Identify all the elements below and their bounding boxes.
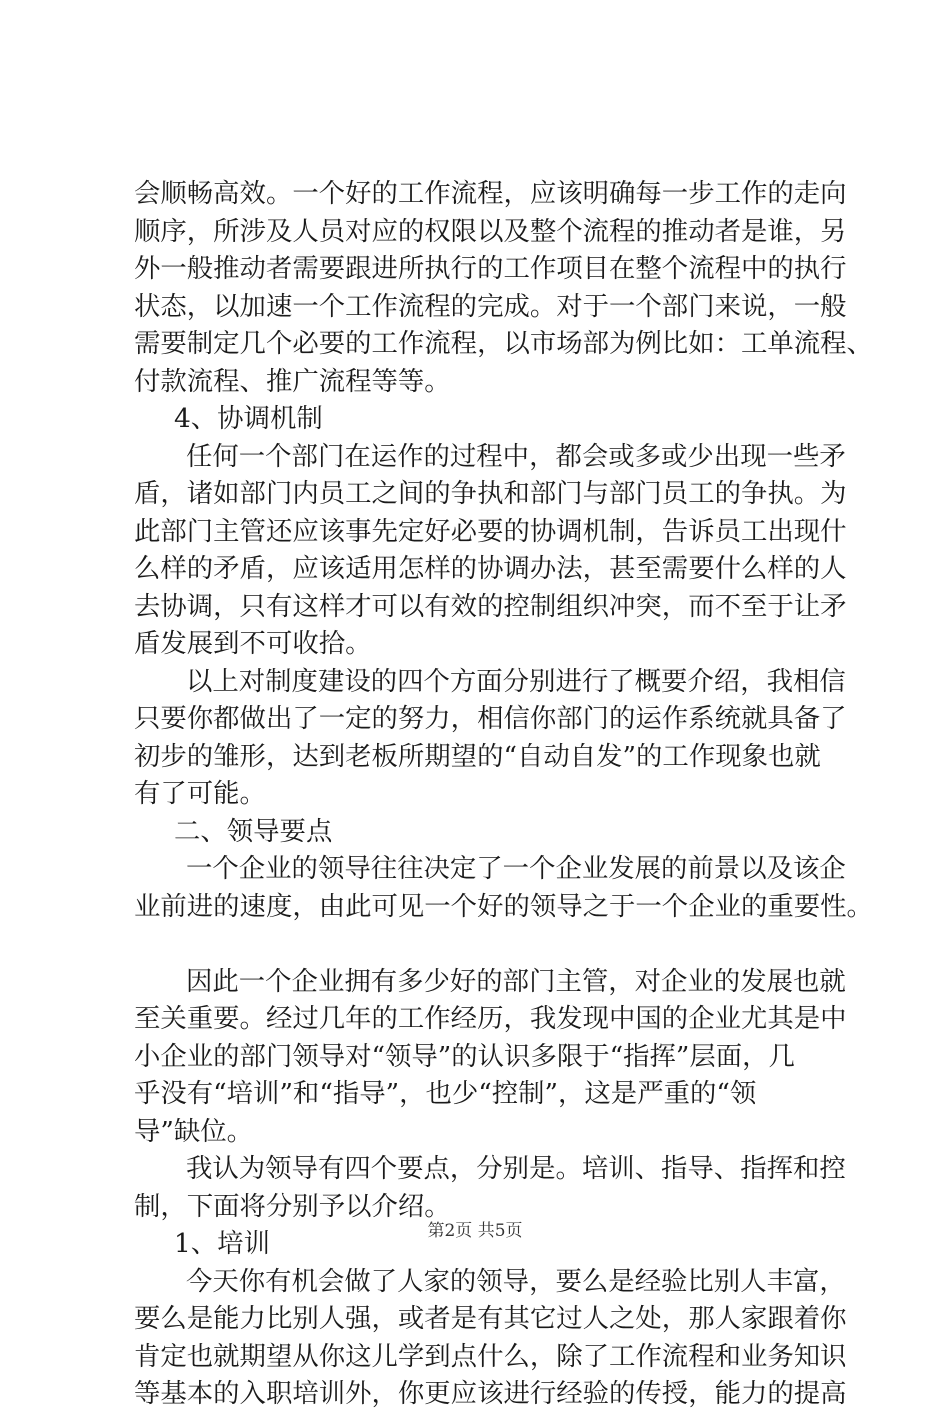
section-heading: 二、领导要点 xyxy=(174,815,333,847)
text-line: 只要你都做出了一定的努力，相信你部门的运作系统就具备了 xyxy=(134,703,847,734)
text-line: 业前进的速度，由此可见一个好的领导之于一个企业的重要性。 xyxy=(134,890,873,922)
text-line: 乎没有“培训”和“指导”，也少“控制”，这是严重的“领 xyxy=(134,1078,757,1109)
text-line: 需要制定几个必要的工作流程，以市场部为例比如：工单流程、 xyxy=(134,328,873,359)
text-line: 等基本的入职培训外，你更应该进行经验的传授，能力的提高 xyxy=(134,1378,847,1409)
text-line: 会顺畅高效。一个好的工作流程，应该明确每一步工作的走向 xyxy=(134,178,847,209)
text-line: 顺序，所涉及人员对应的权限以及整个流程的推动者是谁，另 xyxy=(134,215,847,247)
text-line: 初步的雏形，达到老板所期望的“自动自发”的工作现象也就 xyxy=(134,740,821,772)
blank-line xyxy=(134,925,834,963)
section-heading: 4、协调机制 xyxy=(174,403,323,434)
paragraph-first-line: 以上对制度建设的四个方面分别进行了概要介绍，我相信 xyxy=(186,665,846,697)
paragraph-first-line: 一个企业的领导往往决定了一个企业发展的前景以及该企 xyxy=(186,853,846,884)
text-line: 肯定也就期望从你这儿学到点什么，除了工作流程和业务知识 xyxy=(134,1340,847,1372)
paragraph-first-line: 今天你有机会做了人家的领导，要么是经验比别人丰富， xyxy=(186,1265,846,1297)
text-line: 盾发展到不可收拾。 xyxy=(134,628,372,659)
text-line: 导”缺位。 xyxy=(134,1115,254,1147)
text-line: 去协调，只有这样才可以有效的控制组织冲突，而不至于让矛 xyxy=(134,590,847,622)
text-line: 要么是能力比别人强，或者是有其它过人之处，那人家跟着你 xyxy=(134,1303,847,1334)
text-line: 有了可能。 xyxy=(134,778,266,809)
paragraph-first-line: 任何一个部门在运作的过程中，都会或多或少出现一些矛 xyxy=(186,440,846,472)
text-line: 此部门主管还应该事先定好必要的协调机制，告诉员工出现什 xyxy=(134,515,847,547)
text-line: 外一般推动者需要跟进所执行的工作项目在整个流程中的执行 xyxy=(134,253,847,284)
text-line: 至关重要。经过几年的工作经历，我发现中国的企业尤其是中 xyxy=(134,1003,847,1034)
text-line: 小企业的部门领导对“领导”的认识多限于“指挥”层面，几 xyxy=(134,1040,795,1072)
text-line: 盾，诸如部门内员工之间的争执和部门与部门员工的争执。为 xyxy=(134,478,847,509)
text-line: 制，下面将分别予以介绍。 xyxy=(134,1190,451,1222)
text-line: 状态，以加速一个工作流程的完成。对于一个部门来说，一般 xyxy=(134,290,847,322)
text-line: 付款流程、推广流程等等。 xyxy=(134,365,451,397)
section-heading: 1、培训 xyxy=(174,1228,270,1259)
text-line: 么样的矛盾，应该适用怎样的协调办法，甚至需要什么样的人 xyxy=(134,553,847,584)
paragraph-first-line: 我认为领导有四个要点，分别是。培训、指导、指挥和控 xyxy=(186,1153,846,1184)
page-number-footer: 第2页 共5页 xyxy=(427,1221,523,1241)
paragraph-first-line: 因此一个企业拥有多少好的部门主管，对企业的发展也就 xyxy=(186,965,846,997)
